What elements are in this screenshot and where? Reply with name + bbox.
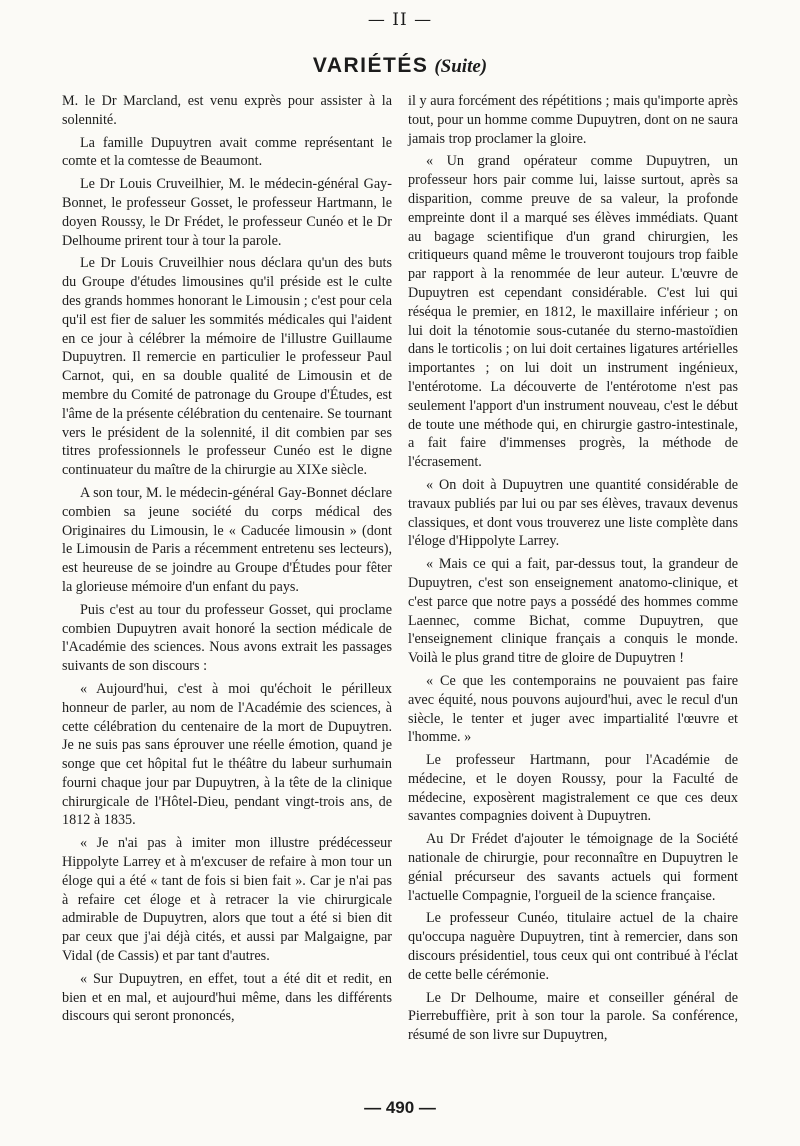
paragraph: Puis c'est au tour du professeur Gosset, qui proclame combien Dupuytren avait honoré la section médicale de l'Académie des sciences. Nous avons extrait les passages suivants de son discours : bbox=[62, 601, 392, 675]
section-subtitle: (Suite) bbox=[434, 56, 488, 77]
paragraph: La famille Dupuytren avait comme représentant le comte et la comtesse de Beaumont. bbox=[62, 134, 392, 170]
paragraph: Le Dr Louis Cruveilhier, M. le médecin-général Gay-Bonnet, le professeur Gosset, le professeur Hartmann, le doyen Roussy, le Dr Frédet, le professeur Cunéo et le Dr Delhoume prirent tour à tour la parole. bbox=[62, 176, 392, 249]
section-heading bbox=[0, 54, 800, 78]
paragraph: Le Dr Delhoume, maire et conseiller général de Pierrebuffière, prit à son tour la parole. Sa conférence, résumé de son livre sur Dupuytren, bbox=[408, 989, 738, 1044]
paragraph: Au Dr Frédet d'ajouter le témoignage de la Société nationale de chirurgie, pour reconnaître en Dupuytren le génial précurseur des savants actuels qui forment l'actuelle Compagnie, l'orgueil de la science française. bbox=[408, 831, 738, 904]
paragraph: « Sur Dupuytren, en effet, tout a été dit et redit, en bien et en mal, et aujourd'hui même, dans les différents discours qui seront prononcés, bbox=[62, 970, 392, 1025]
paragraph: « Mais ce qui a fait, par-dessus tout, la grandeur de Dupuytren, c'est son enseignement anatomo-clinique, et c'est parce que notre pays a possédé des hommes comme Laennec, comme Bichat, comme Dupuytren, que l'enseignement clinique français a conquis le monde. Voilà le plus grand titre de gloire de Dupuytren ! bbox=[408, 556, 738, 667]
paragraph: A son tour, M. le médecin-général Gay-Bonnet déclare combien sa jeune société du corps médical des Originaires du Limousin, le « Caducée limousin » (dont le Limousin de Paris a récemment entretenu ses lecteurs), est heureuse de se joindre au Groupe d'Études pour fêter la glorieuse mémoire d'un enfant du pays. bbox=[62, 484, 392, 595]
paragraph: « Aujourd'hui, c'est à moi qu'échoit le périlleux honneur de parler, au nom de l'Académie des sciences, à cette célébration du centenaire de la mort de Dupuytren. Je ne suis pas sans éprouver une réelle émotion, quand je songe que cet hôpital fut le théâtre du labeur surhumain fourni chaque jour par Dupuytren, à la tête de la clinique chirurgicale de l'Hôtel-Dieu, pendant vingt-trois ans, de 1812 à 1835. bbox=[62, 680, 392, 829]
paragraph: « Ce que les contemporains ne pouvaient pas faire avec équité, nous pouvons aujourd'hui, avec le recul d'un siècle, le tenter et juger avec impartialité l'œuvre et l'homme. » bbox=[408, 672, 738, 746]
left-column bbox=[62, 92, 392, 1030]
paragraph: Le professeur Hartmann, pour l'Académie de médecine, et le doyen Roussy, pour la Faculté de médecine, exposèrent magistralement ce que ces deux savantes compagnies doivent à Dupuytren. bbox=[408, 752, 738, 825]
paragraph: « On doit à Dupuytren une quantité considérable de travaux publiés par lui ou par ses élèves, travaux devenus classiques, et dont vous trouverez une liste complète dans l'éloge d'Hippolyte Larrey. bbox=[408, 476, 738, 550]
page-number: — 490 — bbox=[364, 1098, 436, 1117]
paragraph: Le Dr Louis Cruveilhier nous déclara qu'un des buts du Groupe d'études limousines qu'il préside est le culte des grands hommes honorant le Limousin ; c'est pour cela qu'il est fier de saluer les sommités médicales qui l'aident en ce jour à célébrer la mémoire de l'illustre Guillaume Dupuytren. Il remercie en particulier le professeur Paul Carnot, qui, en sa double qualité de Limousin et de membre du Comité de patronage du Groupe d'Études, est l'âme de la présente célébration du centenaire. Se tournant vers le président de la solennité, il dit combien par ses titres professionnels le professeur Cunéo est le digne continuateur du maître de la chirurgie au XIXe siècle. bbox=[62, 255, 392, 479]
paragraph: Le professeur Cunéo, titulaire actuel de la chaire qu'occupa naguère Dupuytren, tint à remercier, dans son discours présidentiel, tous ceux qui ont contribué à l'éclat de cette belle cérémonie. bbox=[408, 910, 738, 983]
section-title: VARIÉTÉS bbox=[312, 54, 429, 77]
paragraph: M. le Dr Marcland, est venu exprès pour assister à la solennité. bbox=[62, 93, 392, 128]
paragraph: « Je n'ai pas à imiter mon illustre prédécesseur Hippolyte Larrey et à m'excuser de refaire à mon tour un éloge qui a été « tant de fois si bien fait ». Car je n'ai pas à refaire cet éloge et à retracer la vie chirurgicale admirable de Dupuytren, alors que tout a été si bien dit par ceux que j'ai déjà cités, et aussi par Malgaigne, par Vidal (de Cassis) et par tant d'autres. bbox=[62, 835, 392, 965]
paragraph: il y aura forcément des répétitions ; mais qu'importe après tout, pour un homme comme Dupuytren, dont on ne saura jamais trop proclamer la gloire. bbox=[408, 93, 738, 147]
right-column bbox=[408, 92, 738, 1049]
paragraph: « Un grand opérateur comme Dupuytren, un professeur hors pair comme lui, laisse surtout, après sa disparition, comme preuve de sa valeur, la profonde empreinte dont il a marqué ses élèves immédiats. Quant au bagage scientifique d'un grand chirurgien, les critiqueurs quand même le trouveront toujours trop faible par rapport à la renommée de leur auteur. L'œuvre de Dupuytren est cependant considérable. C'est lui qui réséqua le premier, en 1812, le maxillaire inférieur ; on lui doit la ténotomie sous-cutanée du sterno-mastoïdien dans le torticolis ; on lui doit certaines ligatures artérielles importantes ; on lui doit un instrument ingénieux, l'entérotome. La découverte de l'entérotome n'est pas seulement l'apport d'un instrument nouveau, c'est le début de toute une méthode qui, en chirurgie gastro-intestinale, a fait faire d'immenses progrès, la méthode de l'écrasement. bbox=[408, 153, 738, 471]
page-folio: — II — bbox=[367, 10, 433, 30]
